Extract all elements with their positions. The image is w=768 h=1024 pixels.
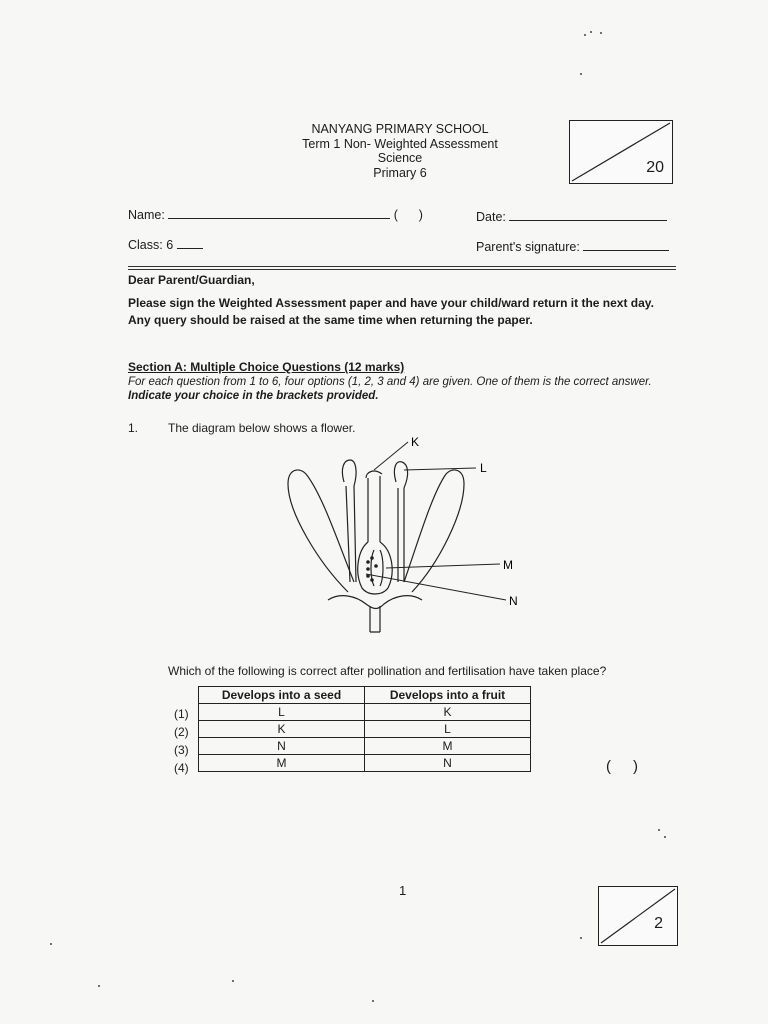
fruit-cell: N (365, 755, 531, 772)
header-seed: Develops into a seed (199, 687, 365, 704)
section-title: Section A: Multiple Choice Questions (12 marks) (128, 360, 405, 374)
label-m: M (503, 558, 513, 572)
question-number: 1. (128, 421, 139, 435)
school-name: NANYANG PRIMARY SCHOOL (311, 122, 489, 136)
assessment-title: Term 1 Non- Weighted Assessment (302, 136, 498, 151)
class-field (128, 238, 203, 252)
stamen-left-filament (346, 486, 356, 582)
question-prompt: Which of the following is correct after pollination and fertilisation have taken place? (168, 664, 607, 678)
label-l: L (480, 461, 487, 475)
page-score-box (598, 886, 678, 946)
pointer-m (386, 564, 500, 568)
question-text: The diagram below shows a flower. (168, 421, 356, 435)
pointer-n (366, 574, 506, 600)
class-label: Class: 6 (128, 238, 174, 252)
option-label-2: (2) (174, 725, 189, 739)
score-box (569, 120, 673, 184)
name-field (128, 208, 423, 222)
flower-diagram (270, 432, 540, 640)
fruit-cell: M (365, 738, 531, 755)
page-score-diagonal (599, 887, 677, 945)
answer-brackets[interactable]: () (606, 758, 660, 775)
section-instruction-1: For each question from 1 to 6, four options (1, 2, 3 and 4) are given. One of them is the correct answer. (128, 376, 652, 388)
notice-line-2: Any query should be raised at the same time when returning the paper. (128, 313, 533, 327)
header-block (250, 122, 550, 180)
header-fruit: Develops into a fruit (365, 687, 531, 704)
page-number: 1 (399, 883, 407, 898)
scan-speck (658, 829, 660, 831)
date-field (476, 210, 667, 224)
level: Primary 6 (373, 165, 427, 180)
class-line[interactable] (177, 238, 203, 249)
page-score: 2 (654, 915, 663, 932)
seed-cell: K (199, 721, 365, 738)
table-row (199, 738, 531, 755)
scan-speck (584, 34, 586, 36)
divider-line-2 (128, 269, 676, 270)
stamen-left-anther (342, 460, 356, 486)
section-instruction-2: Indicate your choice in the brackets provided. (128, 390, 379, 402)
date-label: Date: (476, 210, 506, 224)
stalk (370, 606, 380, 632)
stamen-right-anther (394, 462, 407, 488)
scan-speck (232, 980, 234, 982)
fruit-cell: K (365, 704, 531, 721)
seed-cell: M (199, 755, 365, 772)
signature-line[interactable] (583, 240, 669, 251)
label-k: K (411, 435, 420, 449)
date-line[interactable] (509, 210, 667, 221)
pointer-l (404, 468, 476, 470)
scan-speck (580, 73, 582, 75)
name-brackets: ( ) (393, 208, 423, 222)
divider-line (128, 266, 676, 267)
scan-speck (372, 1000, 374, 1002)
name-label: Name: (128, 208, 165, 222)
seed-cell: N (199, 738, 365, 755)
scan-speck (590, 31, 592, 33)
scan-speck (50, 943, 52, 945)
option-label-1: (1) (174, 707, 189, 721)
fruit-cell: L (365, 721, 531, 738)
table-row (199, 721, 531, 738)
seed-cell: L (199, 704, 365, 721)
table-row (199, 755, 531, 772)
greeting: Dear Parent/Guardian, (128, 273, 255, 287)
scan-speck (580, 937, 582, 939)
scan-speck (98, 985, 100, 987)
notice-line-1: Please sign the Weighted Assessment paper and have your child/ward return it the next day. (128, 296, 654, 310)
scan-speck (600, 32, 602, 34)
option-label-3: (3) (174, 743, 189, 757)
table-row (199, 704, 531, 721)
receptacle (328, 596, 422, 609)
table-header-row (199, 687, 531, 704)
pointer-k (374, 442, 408, 470)
style (368, 476, 380, 542)
name-line[interactable] (168, 208, 390, 219)
label-n: N (509, 594, 518, 608)
petal-right (404, 470, 464, 592)
options-table (198, 686, 531, 772)
signature-label: Parent's signature: (476, 240, 580, 254)
total-marks: 20 (646, 159, 664, 176)
signature-field (476, 240, 669, 254)
scan-speck (664, 836, 666, 838)
subject: Science (377, 151, 423, 165)
option-label-4: (4) (174, 761, 189, 775)
petal-left (288, 470, 354, 592)
